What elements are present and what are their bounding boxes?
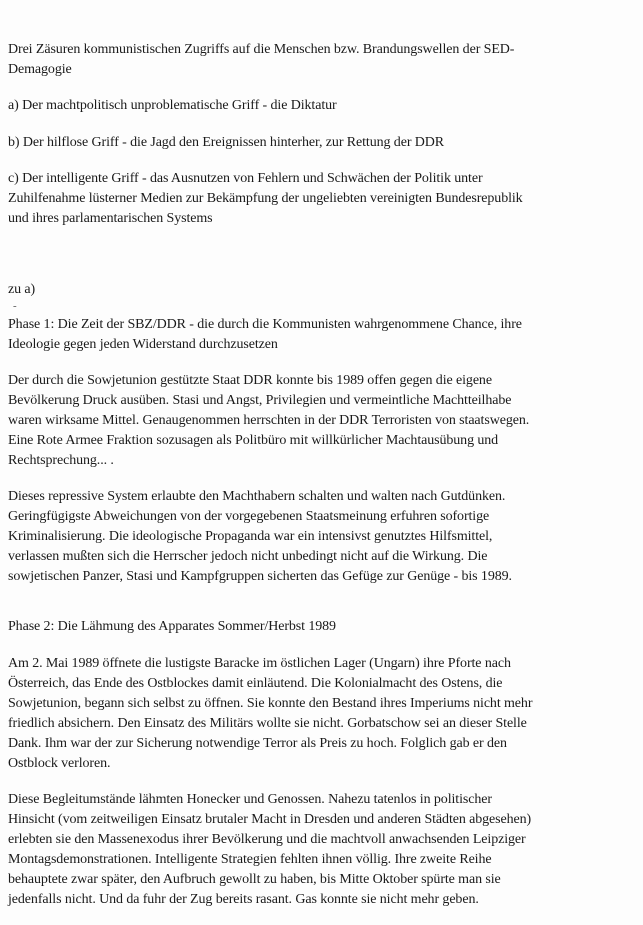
paragraph-1-line-2: Bevölkerung Druck ausüben. Stasi und Angst, Privilegien und vermeintliche Machtteilhabe — [8, 393, 512, 408]
paragraph-2-line-3: Kriminalisierung. Die ideologische Propaganda war ein intensivst genutztes Hilfsmittel, — [8, 529, 493, 544]
paragraph-4-line-2: Hinsicht (vom zeitweiligen Einsatz brutaler Macht in Dresden und anderen Städten abgesehen) — [8, 812, 532, 827]
paragraph-3-line-1: Am 2. Mai 1989 öffnete die lustigste Baracke im östlichen Lager (Ungarn) ihre Pforte nach — [8, 656, 511, 671]
paragraph-3-line-5: Dank. Ihm war der zur Sicherung notwendige Terror als Preis zu hoch. Folglich gab er den — [8, 736, 507, 751]
paragraph-1-line-4: Eine Rote Armee Fraktion sozusagen als Politbüro mit willkürlicher Machtausübung und — [8, 433, 499, 448]
stray-mark: - — [13, 300, 17, 312]
list-item-b: b) Der hilflose Griff - die Jagd den Ereignissen hinterher, zur Rettung der DDR — [8, 135, 445, 150]
paragraph-4-line-5: behauptete zwar später, den Aufbruch gewollt zu haben, bis Mitte Oktober spürte man sie — [8, 872, 501, 887]
paragraph-4-line-6: jedenfalls nicht. Und da fuhr der Zug bereits rasant. Gas konnte sie nicht mehr geben. — [8, 892, 479, 907]
paragraph-3-line-3: Sowjetunion, begann sich selbst zu öffnen. Sie konnte den Bestand ihres Imperiums nicht mehr — [8, 696, 533, 711]
section-label-zu-a: zu a) — [8, 282, 36, 297]
phase-2-heading: Phase 2: Die Lähmung des Apparates Sommer/Herbst 1989 — [8, 619, 336, 634]
list-item-c-line-3: und ihres parlamentarischen Systems — [8, 211, 213, 226]
paragraph-2-line-2: Geringfügigste Abweichungen von der vorgegebenen Staatsmeinung erfuhren sofortige — [8, 509, 490, 524]
list-item-a: a) Der machtpolitisch unproblematische Griff - die Diktatur — [8, 98, 337, 113]
list-item-c-line-2: Zuhilfenahme lüsterner Medien zur Bekämpfung der ungeliebten vereinigten Bundesrepublik — [8, 191, 523, 206]
list-item-c-line-1: c) Der intelligente Griff - das Ausnutzen von Fehlern und Schwächen der Politik unter — [8, 171, 483, 186]
paragraph-2-line-5: sowjetischen Panzer, Stasi und Kampfgruppen sicherten das Gefüge zur Genüge - bis 1989. — [8, 569, 512, 584]
paragraph-3-line-4: friedlich absichern. Den Einsatz des Militärs wollte sie nicht. Gorbatschow sei an dieser Stelle — [8, 716, 527, 731]
title-line-1: Drei Zäsuren kommunistischen Zugriffs auf die Menschen bzw. Brandungswellen der SED- — [8, 42, 515, 57]
title-line-2: Demagogie — [8, 62, 72, 77]
phase-1-heading-line-2: Ideologie gegen jeden Widerstand durchzusetzen — [8, 337, 278, 352]
paragraph-1-line-3: waren wirksame Mittel. Genaugenommen herrschten in der DDR Terroristen von staatswegen. — [8, 413, 530, 428]
paragraph-4-line-3: erlebten sie den Massenexodus ihrer Bevölkerung und die machtvoll anwachsenden Leipziger — [8, 832, 526, 847]
phase-1-heading-line-1: Phase 1: Die Zeit der SBZ/DDR - die durch die Kommunisten wahrgenommene Chance, ihre — [8, 317, 522, 332]
paragraph-3-line-2: Österreich, das Ende des Ostblockes damit einläutend. Die Kolonialmacht des Ostens, die — [8, 676, 503, 691]
paragraph-2-line-1: Dieses repressive System erlaubte den Machthabern schalten und walten nach Gutdünken. — [8, 489, 506, 504]
paragraph-1-line-5: Rechtsprechung... . — [8, 453, 114, 468]
paragraph-2-line-4: verlassen mußten sich die Herrscher jedoch nicht unbedingt nicht auf die Wirkung. Die — [8, 549, 488, 564]
paragraph-1-line-1: Der durch die Sowjetunion gestützte Staat DDR konnte bis 1989 offen gegen die eigene — [8, 373, 492, 388]
paragraph-3-line-6: Ostblock verloren. — [8, 756, 111, 771]
paragraph-4-line-4: Montagsdemonstrationen. Intelligente Strategien fehlten ihnen völlig. Ihre zweite Reihe — [8, 852, 492, 867]
paragraph-4-line-1: Diese Begleitumstände lähmten Honecker und Genossen. Nahezu tatenlos in politischer — [8, 792, 492, 807]
